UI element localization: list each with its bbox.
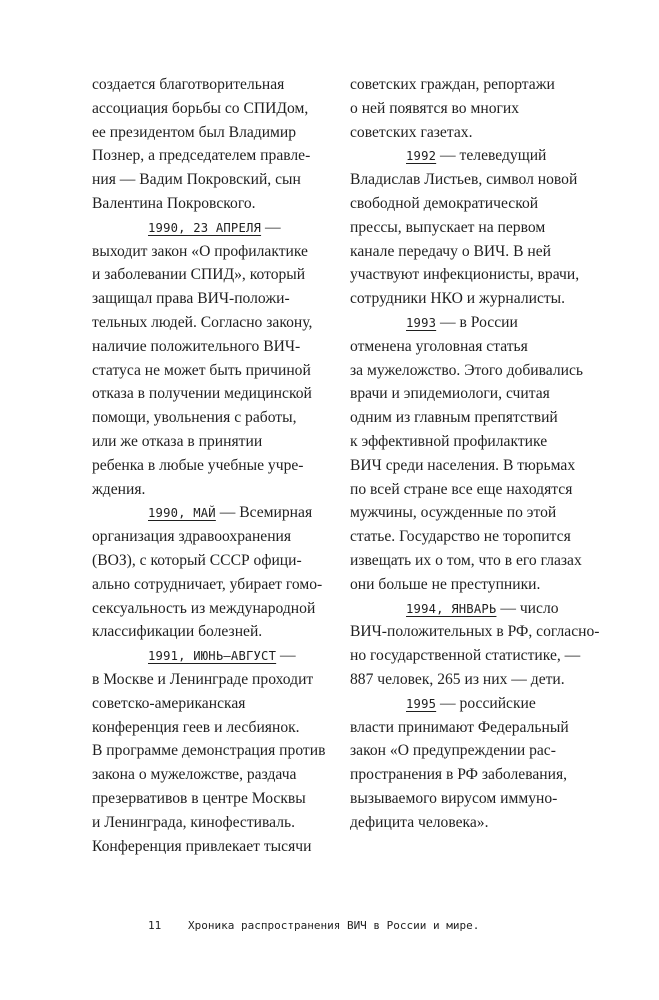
- text-line: Познер, а председателем правле-: [92, 147, 311, 165]
- entry-first-line: [350, 144, 600, 168]
- entry-date: 1993: [406, 315, 437, 330]
- text-line: выходит закон «О профилактике: [92, 242, 308, 260]
- timeline-entry-1991: [92, 644, 332, 858]
- timeline-entry-1992: [350, 144, 600, 311]
- entry-first-line: [92, 644, 332, 668]
- entry-lead: — телеведущий: [436, 147, 547, 165]
- text-line: канале передачу о ВИЧ. В ней: [350, 242, 552, 260]
- text-line: но государственной статистике, —: [350, 647, 581, 665]
- entry-lead: — число: [496, 599, 559, 617]
- text-line: советских граждан, репортажи: [350, 76, 555, 93]
- text-line: статье. Государство не торопится: [350, 528, 571, 546]
- text-line: прессы, выпускает на первом: [350, 218, 546, 236]
- entry-date: 1991, ИЮНЬ–АВГУСТ: [148, 649, 277, 664]
- text-line: ально сотрудничает, убирает гомо-: [92, 575, 323, 593]
- entry-date: 1992: [406, 149, 437, 164]
- text-line: дефицита человека».: [350, 813, 489, 831]
- running-title: Хроника распространения ВИЧ в России и мире.: [188, 919, 480, 932]
- text-line: участвуют инфекционисты, врачи,: [350, 266, 580, 284]
- entry-lead: —: [261, 218, 281, 236]
- entry-first-line: [92, 501, 332, 525]
- entry-lead: — в России: [436, 313, 518, 331]
- text-line: ВИЧ-положительных в РФ, согласно-: [350, 623, 600, 641]
- text-line: защищал права ВИЧ-положи-: [92, 290, 290, 308]
- text-line: классификации болезней.: [92, 623, 263, 641]
- text-line: наличие положительного ВИЧ-: [92, 337, 301, 355]
- entry-first-line: [350, 692, 600, 716]
- text-line: за мужеложство. Этого добивались: [350, 361, 583, 379]
- text-line: тельных людей. Согласно закону,: [92, 313, 313, 331]
- text-line: и заболевании СПИД», который: [92, 266, 306, 284]
- text-line: Валентина Покровского.: [92, 194, 256, 212]
- text-line: конференция геев и лесбиянок.: [92, 718, 300, 736]
- timeline-entry-1993: [350, 311, 600, 597]
- text-line: ВИЧ среди населения. В тюрьмах: [350, 456, 576, 474]
- entry-first-line: [350, 597, 600, 621]
- text-line: организация здравоохранения: [92, 528, 292, 546]
- text-line: вызываемого вирусом иммуно-: [350, 789, 558, 807]
- text-line: ребенка в любые учебные учре-: [92, 456, 304, 474]
- text-line: отказа в получении медицинской: [92, 385, 312, 403]
- text-line: презервативов в центре Москвы: [92, 789, 306, 807]
- entry-date: 1994, ЯНВАРЬ: [406, 601, 497, 616]
- text-line: или же отказа в принятии: [92, 432, 263, 450]
- right-column: [350, 73, 600, 835]
- text-line: ее президентом был Владимир: [92, 123, 297, 141]
- entry-first-line: [92, 216, 332, 240]
- text-line: создается благотворительная: [92, 76, 285, 93]
- entry-date: 1995: [406, 696, 437, 711]
- timeline-entry-1994: [350, 597, 600, 692]
- text-line: 887 человек, 265 из них — дети.: [350, 670, 565, 688]
- entry-lead: — российские: [436, 694, 536, 712]
- text-line: по всей стране все еще находятся: [350, 480, 573, 498]
- text-line: власти принимают Федеральный: [350, 718, 569, 736]
- text-line: ждения.: [92, 480, 146, 498]
- text-line: закон «О предупреждении рас-: [350, 742, 556, 760]
- text-line: извещать их о том, что в его глазах: [350, 551, 582, 569]
- text-line: пространения в РФ заболевания,: [350, 766, 568, 784]
- entry-date: 1990, 23 АПРЕЛЯ: [148, 220, 262, 235]
- paragraph-continued: [92, 73, 332, 216]
- text-line: отменена уголовная статья: [350, 337, 528, 355]
- text-line: закона о мужеложстве, раздача: [92, 766, 297, 784]
- text-line: мужчины, осужденные по этой: [350, 504, 557, 522]
- entry-lead: —: [276, 647, 296, 665]
- text-line: ния — Вадим Покровский, сын: [92, 171, 301, 189]
- timeline-entry-1990-april: [92, 216, 332, 502]
- text-line: свободной демократической: [350, 194, 539, 212]
- left-column: [92, 73, 332, 858]
- text-line: ассоциация борьбы со СПИДом,: [92, 99, 309, 117]
- page-number: 11: [148, 919, 162, 932]
- entry-date: 1990, МАЙ: [148, 506, 216, 521]
- text-line: к эффективной профилактике: [350, 432, 548, 450]
- text-line: (ВОЗ), с который СССР офици-: [92, 551, 302, 569]
- text-line: помощи, увольнения с работы,: [92, 409, 297, 427]
- entry-lead: — Всемирная: [215, 504, 313, 522]
- text-line: и Ленинграда, кинофестиваль.: [92, 813, 296, 831]
- text-line: советско-американская: [92, 694, 246, 712]
- text-line: В программе демонстрация против: [92, 742, 326, 760]
- text-line: одним из главным препятствий: [350, 409, 558, 427]
- timeline-entry-1990-may: [92, 501, 332, 644]
- text-line: врачи и эпидемиологи, считая: [350, 385, 550, 403]
- entry-first-line: [350, 311, 600, 335]
- text-line: советских газетах.: [350, 123, 473, 141]
- text-line: в Москве и Ленинграде проходит: [92, 670, 314, 688]
- text-line: о ней появятся во многих: [350, 99, 520, 117]
- paragraph-continued: [350, 73, 600, 144]
- text-line: Владислав Листьев, символ новой: [350, 171, 578, 189]
- timeline-entry-1995: [350, 692, 600, 835]
- text-line: Конференция привлекает тысячи: [92, 837, 312, 855]
- page-footer: [148, 919, 479, 932]
- text-line: статуса не может быть причиной: [92, 361, 311, 379]
- text-line: они больше не преступники.: [350, 575, 541, 593]
- text-line: сексуальность из международной: [92, 599, 316, 617]
- text-line: сотрудники НКО и журналисты.: [350, 290, 566, 308]
